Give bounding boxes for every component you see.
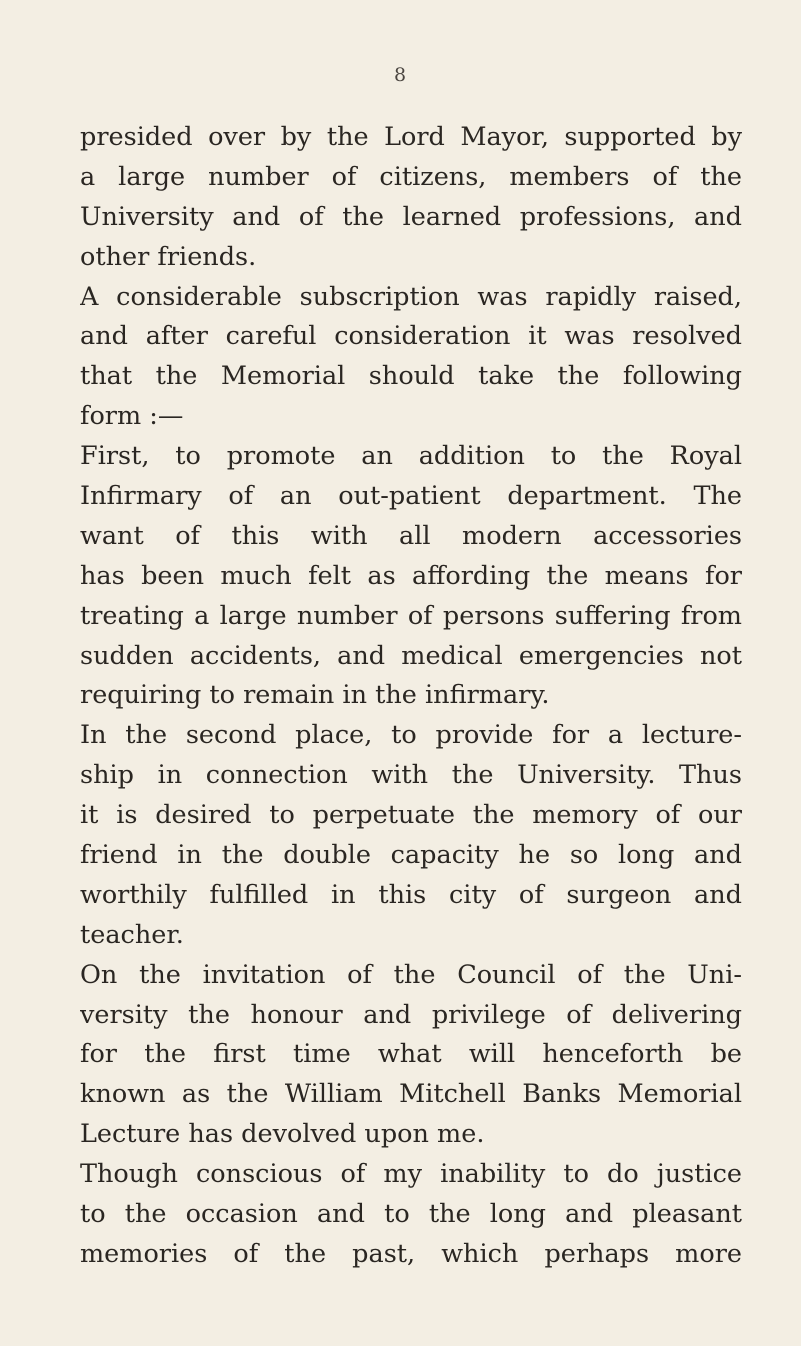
page-number: 8 <box>393 64 408 86</box>
text-line: other friends. <box>80 241 257 272</box>
text-line: University and of the learned professions, and <box>80 201 742 232</box>
text-line: for the first time what will henceforth be <box>80 1039 742 1070</box>
text-line: form :— <box>80 401 184 432</box>
text-line: First, to promote an addition to the Royal <box>80 441 742 472</box>
text-line: and after careful consideration it was resolved <box>80 321 742 352</box>
text-line: presided over by the Lord Mayor, supported by <box>80 122 742 152</box>
text-line: memories of the past, which perhaps more <box>80 1238 742 1269</box>
text-line: treating a large number of persons suffering from <box>80 600 742 631</box>
text-line: Infirmary of an out-patient department. The <box>80 481 742 512</box>
text-line: a large number of citizens, members of the <box>80 161 742 192</box>
text-line: Though conscious of my inability to do justice <box>80 1159 742 1190</box>
text-line: Lecture has devolved upon me. <box>80 1119 485 1150</box>
text-line: it is desired to perpetuate the memory of our <box>80 800 742 831</box>
text-line: known as the William Mitchell Banks Memorial <box>80 1079 742 1110</box>
body-text <box>80 118 742 1275</box>
text-line: versity the honour and privilege of delivering <box>80 999 742 1030</box>
text-line: to the occasion and to the long and pleasant <box>80 1199 742 1230</box>
text-line: On the invitation of the Council of the Uni- <box>80 959 742 990</box>
text-line: worthily fulfilled in this city of surgeon and <box>80 879 742 910</box>
text-line: In the second place, to provide for a lecture- <box>80 720 742 751</box>
text-line: that the Memorial should take the following <box>80 361 742 392</box>
text-line: sudden accidents, and medical emergencies not <box>80 640 742 671</box>
text-line: want of this with all modern accessories <box>80 520 742 551</box>
text-line: friend in the double capacity he so long and <box>80 840 742 871</box>
text-line: A considerable subscription was rapidly raised, <box>80 281 742 312</box>
text-line: teacher. <box>80 919 184 950</box>
text-line: has been much felt as affording the means for <box>80 560 742 591</box>
text-line: ship in connection with the University. Thus <box>80 760 742 791</box>
text-line: requiring to remain in the infirmary. <box>80 680 550 711</box>
